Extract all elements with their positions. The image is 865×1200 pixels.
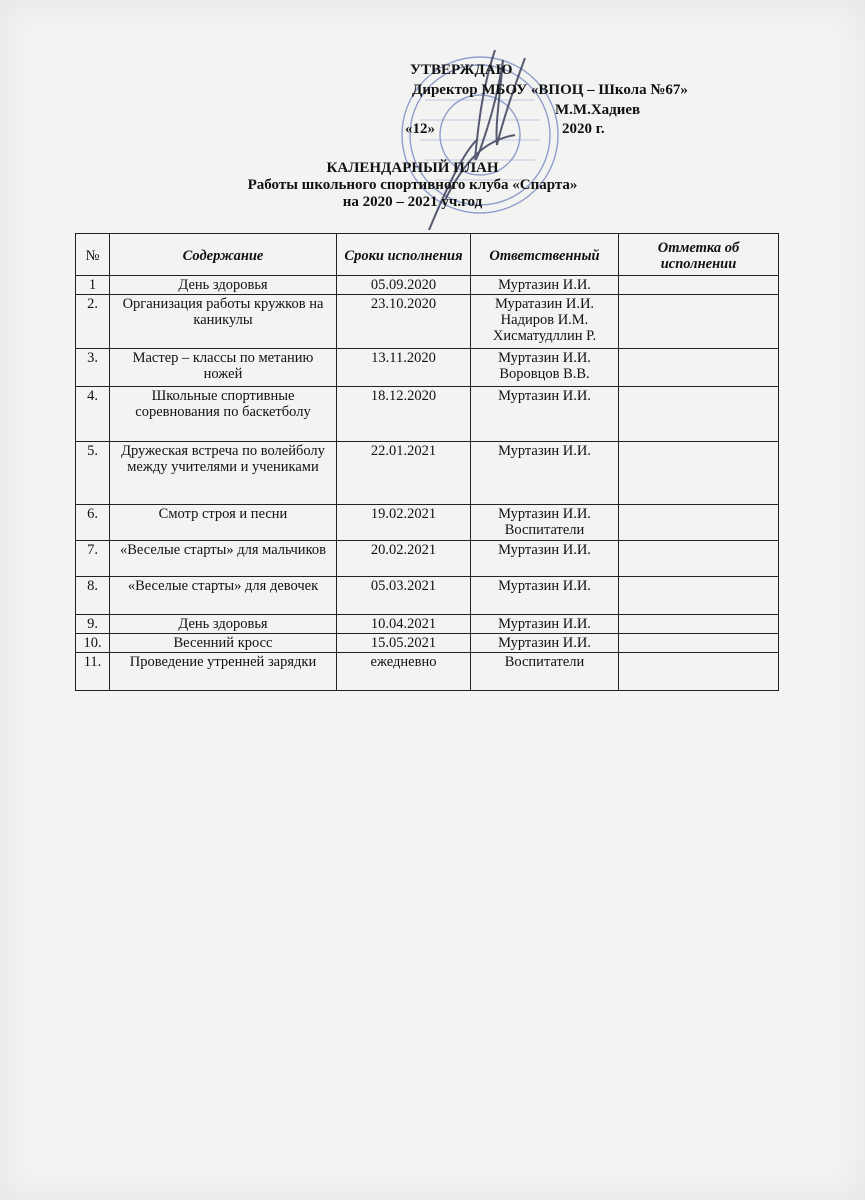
table-row [76, 276, 779, 295]
row-content: День здоровья [110, 615, 337, 634]
approval-position: Директор МБОУ «ВПОЦ – Школа №67» [412, 82, 688, 98]
table-header-row [76, 234, 779, 276]
approval-signatory: М.М.Хадиев [555, 102, 641, 118]
row-date: 20.02.2021 [337, 541, 471, 577]
header-content: Содержание [110, 234, 337, 276]
row-responsible: Муртазин И.И. [471, 541, 619, 577]
row-responsible: Муртазин И.И. [471, 276, 619, 295]
row-mark [619, 276, 779, 295]
table-row [76, 295, 779, 349]
plan-table [75, 233, 779, 691]
row-content: Проведение утренней зарядки [110, 653, 337, 691]
header-mark: Отметка об исполнении [619, 234, 779, 276]
row-mark [619, 387, 779, 442]
row-number: 7. [76, 541, 110, 577]
row-responsible: Муратазин И.И. Надиров И.М. Хисматудллин Р. [471, 295, 619, 349]
approval-title: УТВЕРЖДАЮ [410, 62, 513, 78]
table-row [76, 541, 779, 577]
row-mark [619, 442, 779, 505]
table-row [76, 634, 779, 653]
row-date: 23.10.2020 [337, 295, 471, 349]
row-number: 11. [76, 653, 110, 691]
row-number: 1 [76, 276, 110, 295]
row-number: 4. [76, 387, 110, 442]
row-responsible: Муртазин И.И. Воровцов В.В. [471, 349, 619, 387]
table-row [76, 505, 779, 541]
header-number: № [76, 234, 110, 276]
row-mark [619, 295, 779, 349]
table-row [76, 653, 779, 691]
row-responsible: Муртазин И.И. [471, 442, 619, 505]
row-date: 18.12.2020 [337, 387, 471, 442]
row-mark [619, 349, 779, 387]
row-date: 15.05.2021 [337, 634, 471, 653]
table-row [76, 349, 779, 387]
row-date: 19.02.2021 [337, 505, 471, 541]
row-content: Смотр строя и песни [110, 505, 337, 541]
row-responsible: Муртазин И.И. [471, 577, 619, 615]
row-date: 13.11.2020 [337, 349, 471, 387]
row-content: Весенний кросс [110, 634, 337, 653]
row-content: День здоровья [110, 276, 337, 295]
table-row [76, 615, 779, 634]
row-number: 2. [76, 295, 110, 349]
row-number: 6. [76, 505, 110, 541]
row-content: Школьные спортивные соревнования по баскетболу [110, 387, 337, 442]
title-line-1: КАЛЕНДАРНЫЙ ПЛАН [326, 160, 499, 176]
row-mark [619, 577, 779, 615]
header-dates: Сроки исполнения [337, 234, 471, 276]
row-content: Дружеская встреча по волейболу между учителями и учениками [110, 442, 337, 505]
row-content: «Веселые старты» для мальчиков [110, 541, 337, 577]
document-title [0, 160, 865, 211]
approval-day: «12» [405, 121, 435, 137]
row-responsible: Муртазин И.И. [471, 634, 619, 653]
row-date: ежедневно [337, 653, 471, 691]
row-mark [619, 505, 779, 541]
row-responsible: Муртазин И.И. [471, 615, 619, 634]
table-row [76, 387, 779, 442]
row-responsible: Воспитатели [471, 653, 619, 691]
table-row [76, 577, 779, 615]
approval-year: 2020 г. [562, 121, 605, 137]
row-date: 05.03.2021 [337, 577, 471, 615]
row-number: 3. [76, 349, 110, 387]
row-responsible: Муртазин И.И. [471, 387, 619, 442]
row-responsible: Муртазин И.И. Воспитатели [471, 505, 619, 541]
row-content: Организация работы кружков на каникулы [110, 295, 337, 349]
header-responsible: Ответственный [471, 234, 619, 276]
row-date: 10.04.2021 [337, 615, 471, 634]
row-mark [619, 653, 779, 691]
row-content: Мастер – классы по метанию ножей [110, 349, 337, 387]
table-row [76, 442, 779, 505]
row-number: 9. [76, 615, 110, 634]
row-number: 5. [76, 442, 110, 505]
row-mark [619, 615, 779, 634]
title-line-3: на 2020 – 2021 уч.год [342, 194, 483, 210]
row-mark [619, 634, 779, 653]
row-mark [619, 541, 779, 577]
row-content: «Веселые старты» для девочек [110, 577, 337, 615]
row-date: 22.01.2021 [337, 442, 471, 505]
row-number: 10. [76, 634, 110, 653]
row-date: 05.09.2020 [337, 276, 471, 295]
row-number: 8. [76, 577, 110, 615]
title-line-2: Работы школьного спортивного клуба «Спарта» [247, 177, 578, 193]
